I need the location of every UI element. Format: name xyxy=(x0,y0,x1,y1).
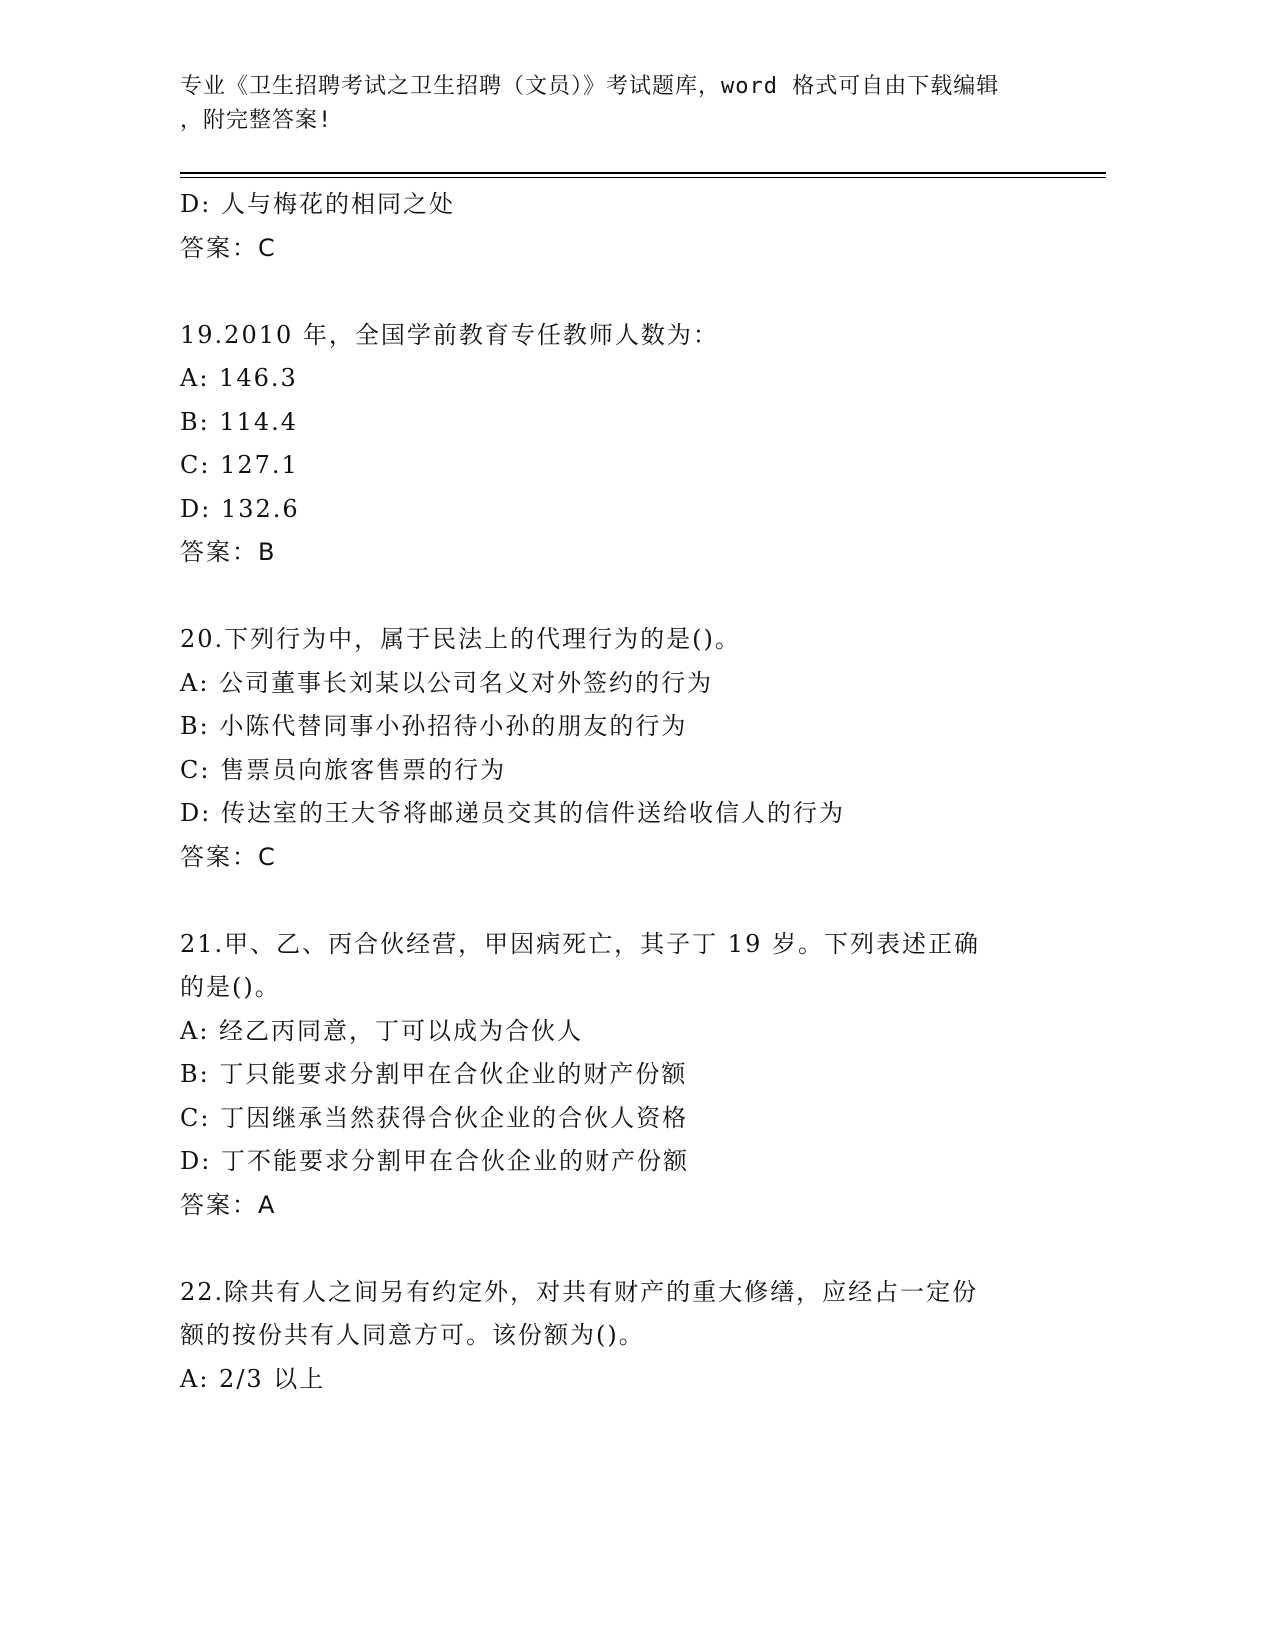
question-stem: 21.甲、乙、丙合伙经营，甲因病死亡，其子丁 19 岁。下列表述正确 xyxy=(180,929,980,958)
answer-line: 答案：A xyxy=(180,1190,277,1219)
question-block-22 xyxy=(180,1271,1080,1402)
question-block-19 xyxy=(180,314,1080,575)
header-title-line-1: 专业《卫生招聘考试之卫生招聘（文员）》考试题库，word 格式可自由下载编辑 xyxy=(180,74,1000,99)
page-header xyxy=(180,70,1080,138)
header-title-line-2: ，附完整答案! xyxy=(180,108,333,133)
header-divider xyxy=(180,172,1106,178)
option-d: D: 132.6 xyxy=(180,494,300,523)
option-d: D: 传达室的王大爷将邮递员交其的信件送给收信人的行为 xyxy=(180,799,845,827)
option-b: B: 小陈代替同事小孙招待小孙的朋友的行为 xyxy=(180,712,688,740)
question-stem: 22.除共有人之间另有约定外，对共有财产的重大修缮，应经占一定份 xyxy=(180,1277,979,1306)
option-c: C: 丁因继承当然获得合伙企业的合伙人资格 xyxy=(180,1103,689,1132)
option-c: C: 售票员向旅客售票的行为 xyxy=(180,755,507,784)
option-d: D: 丁不能要求分割甲在合伙企业的财产份额 xyxy=(180,1147,689,1175)
question-block-20 xyxy=(180,618,1080,879)
question-block-21 xyxy=(180,923,1080,1228)
option-c: C: 127.1 xyxy=(180,451,299,479)
question-stem: 19.2010 年，全国学前教育专任教师人数为： xyxy=(180,320,719,349)
question-stem: 20.下列行为中，属于民法上的代理行为的是()。 xyxy=(180,625,741,653)
option-b: B: 丁只能要求分割甲在合伙企业的财产份额 xyxy=(180,1060,688,1088)
question-list xyxy=(180,183,1080,1401)
answer-line: 答案：C xyxy=(180,233,277,262)
option-b: B: 114.4 xyxy=(180,407,299,436)
option-a: A: 经乙丙同意，丁可以成为合伙人 xyxy=(180,1016,584,1045)
question-stem-continued: 的是()。 xyxy=(180,973,281,1001)
option-a: A: 公司董事长刘某以公司名义对外签约的行为 xyxy=(180,668,714,697)
option-a: A: 146.3 xyxy=(180,364,298,392)
question-block-prev xyxy=(180,183,1080,270)
answer-line: 答案：C xyxy=(180,842,277,871)
question-stem-continued: 额的按份共有人同意方可。该份额为()。 xyxy=(180,1321,645,1349)
option-d: D: 人与梅花的相同之处 xyxy=(180,190,455,218)
answer-line: 答案：B xyxy=(180,538,277,566)
option-a: A: 2/3 以上 xyxy=(180,1364,326,1393)
